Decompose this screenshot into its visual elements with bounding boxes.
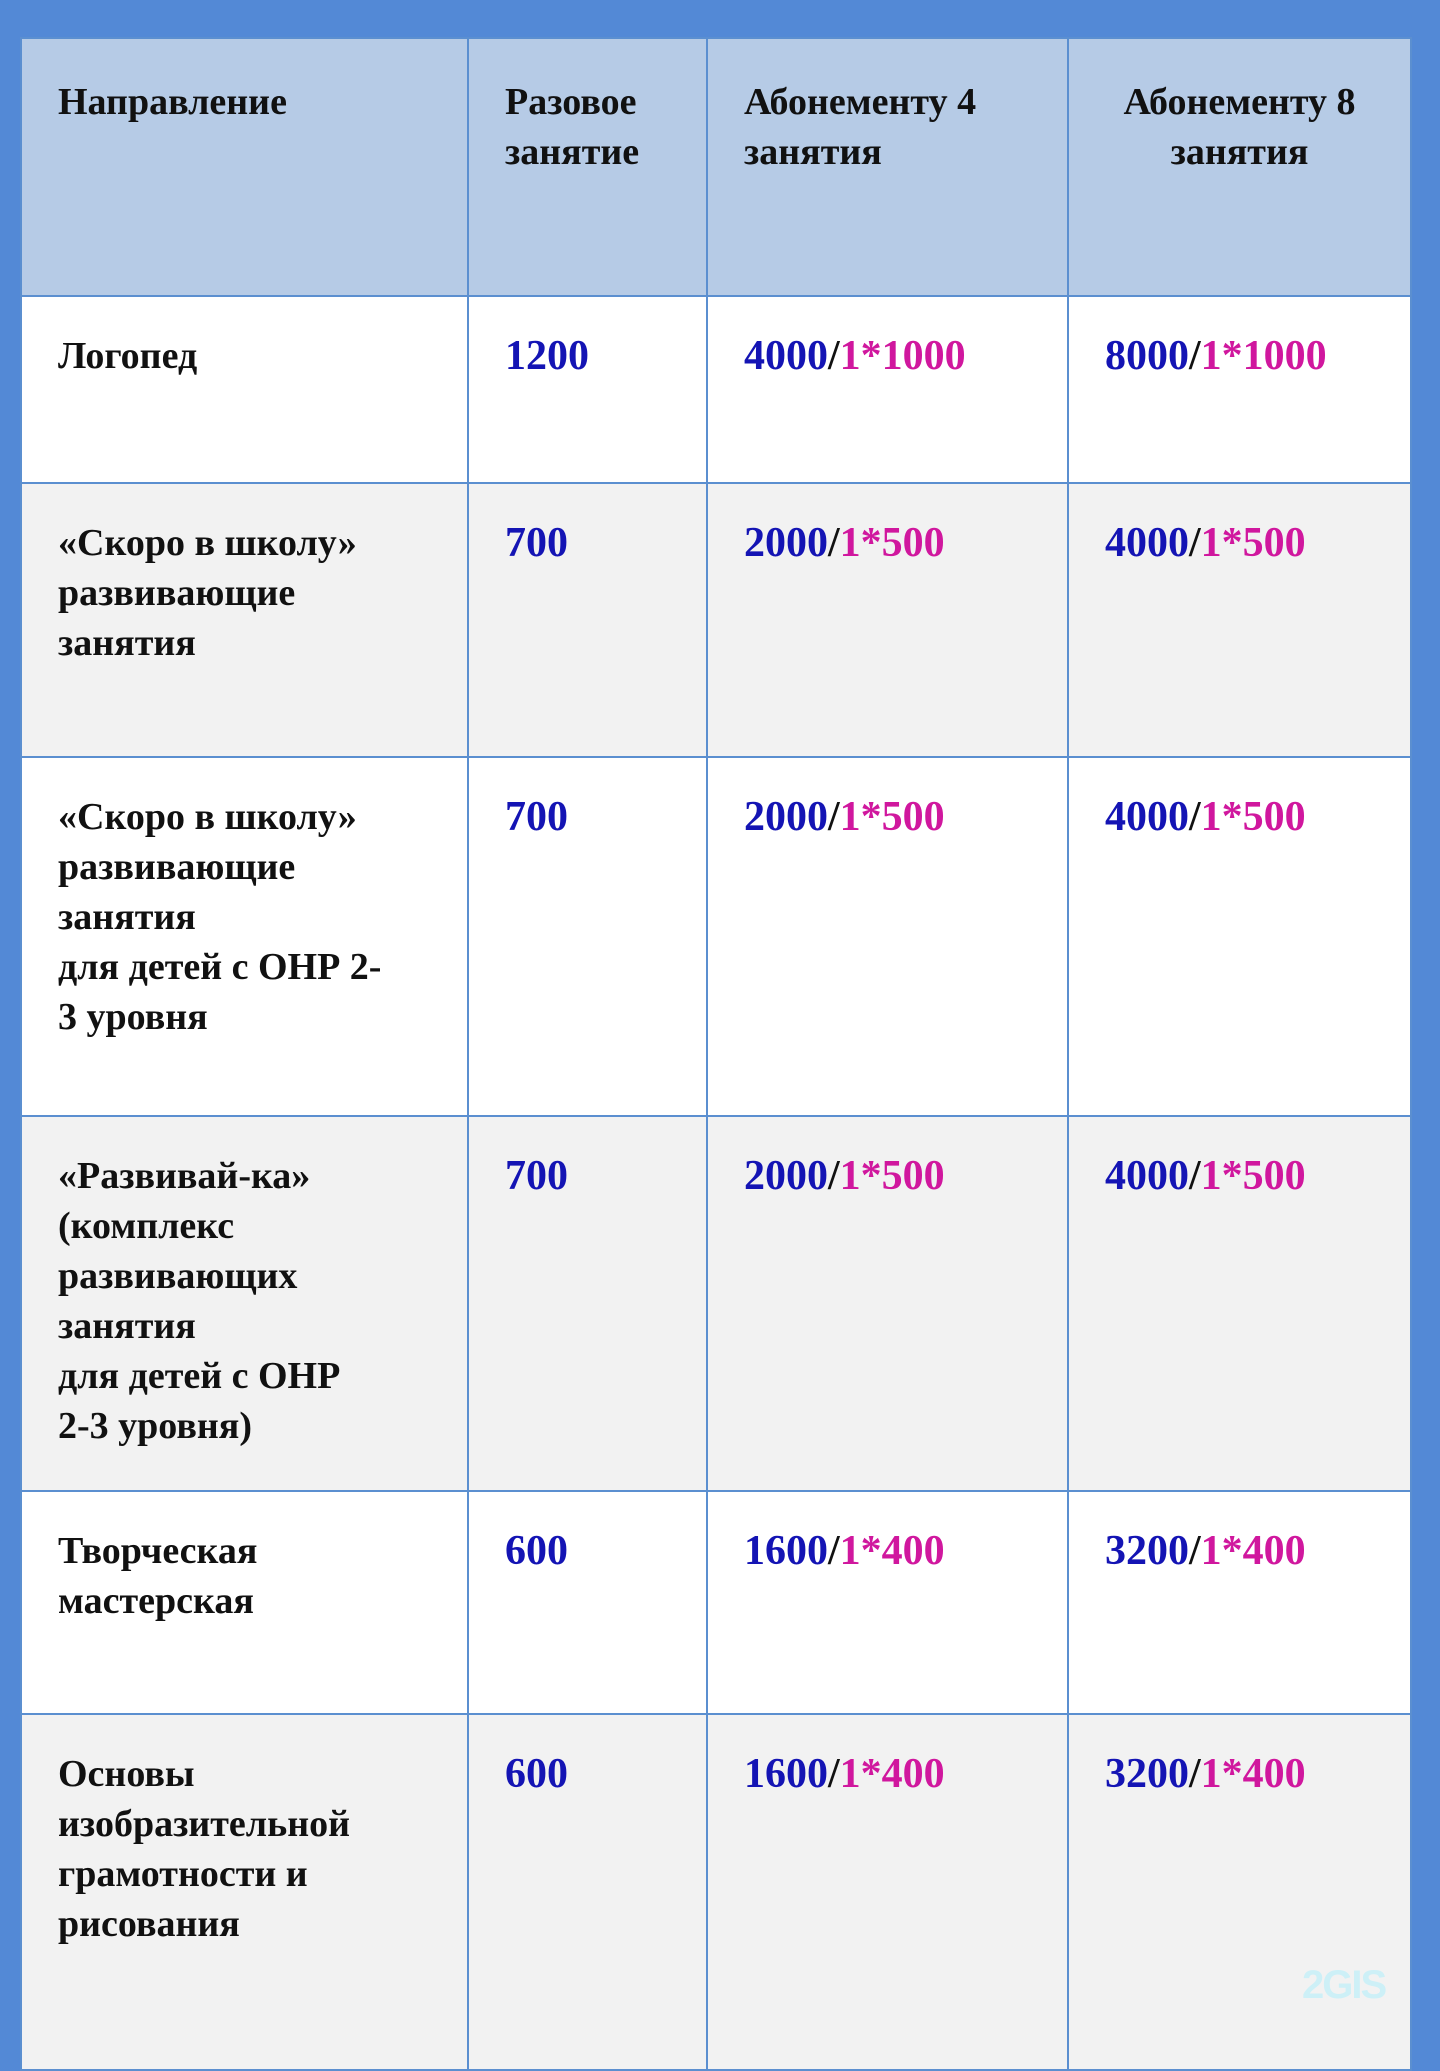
- sub4-cell: [707, 296, 1068, 483]
- sub8-cell: [1068, 757, 1411, 1116]
- per-lesson-price: 1*400: [839, 1528, 945, 1574]
- single-cell: [468, 483, 707, 757]
- subscription-price: 8000: [1105, 333, 1189, 379]
- separator: /: [828, 794, 840, 840]
- table-row: [21, 1491, 1411, 1714]
- direction-cell: «Скоро в школу» развивающие занятия для детей с ОНР 2- 3 уровня: [21, 757, 468, 1116]
- subscription-price: 4000: [1105, 520, 1189, 566]
- per-lesson-price: 1*500: [839, 1153, 945, 1199]
- per-lesson-price: 1*400: [1200, 1751, 1306, 1797]
- subscription-price: 1600: [744, 1751, 828, 1797]
- sub8-cell: [1068, 1491, 1411, 1714]
- separator: /: [1189, 520, 1201, 566]
- per-lesson-price: 1*400: [1200, 1528, 1306, 1574]
- sub4-cell: [707, 757, 1068, 1116]
- single-price: 1200: [505, 333, 589, 379]
- sub4-cell: [707, 483, 1068, 757]
- separator: /: [828, 1751, 840, 1797]
- single-price: 700: [505, 520, 568, 566]
- sub4-cell: [707, 1714, 1068, 2070]
- direction-cell: «Скоро в школу» развивающие занятия: [21, 483, 468, 757]
- table-row: [21, 296, 1411, 483]
- subscription-price: 4000: [744, 333, 828, 379]
- per-lesson-price: 1*500: [839, 794, 945, 840]
- subscription-price: 3200: [1105, 1751, 1189, 1797]
- per-lesson-price: 1*1000: [1200, 333, 1327, 379]
- sub4-cell: [707, 1491, 1068, 1714]
- table-row: [21, 757, 1411, 1116]
- single-price: 700: [505, 1153, 568, 1199]
- single-price: 600: [505, 1528, 568, 1574]
- single-cell: [468, 1491, 707, 1714]
- watermark-logo: 2GIS: [1302, 1963, 1386, 2007]
- sub8-cell: [1068, 1714, 1411, 2070]
- sub8-cell: [1068, 1116, 1411, 1491]
- per-lesson-price: 1*500: [1200, 520, 1306, 566]
- table-row: [21, 483, 1411, 757]
- subscription-price: 2000: [744, 1153, 828, 1199]
- separator: /: [1189, 1751, 1201, 1797]
- subscription-price: 4000: [1105, 1153, 1189, 1199]
- direction-cell: Основы изобразительной грамотности и рисования: [21, 1714, 468, 2070]
- subscription-price: 2000: [744, 520, 828, 566]
- table-row: [21, 1116, 1411, 1491]
- per-lesson-price: 1*1000: [839, 333, 966, 379]
- per-lesson-price: 1*400: [839, 1751, 945, 1797]
- separator: /: [828, 333, 840, 379]
- sub8-cell: [1068, 296, 1411, 483]
- separator: /: [1189, 333, 1201, 379]
- header-direction: Направление: [21, 38, 468, 296]
- separator: /: [828, 1528, 840, 1574]
- subscription-price: 1600: [744, 1528, 828, 1574]
- separator: /: [828, 1153, 840, 1199]
- per-lesson-price: 1*500: [1200, 794, 1306, 840]
- direction-cell: Логопед: [21, 296, 468, 483]
- subscription-price: 4000: [1105, 794, 1189, 840]
- header-sub8: Абонементу 8 занятия: [1068, 38, 1411, 296]
- header-row: [21, 38, 1411, 296]
- separator: /: [1189, 794, 1201, 840]
- single-cell: [468, 296, 707, 483]
- price-table: [20, 37, 1412, 2071]
- subscription-price: 2000: [744, 794, 828, 840]
- sub4-cell: [707, 1116, 1068, 1491]
- single-price: 600: [505, 1751, 568, 1797]
- direction-cell: «Развивай-ка» (комплекс развивающих занятия для детей с ОНР 2-3 уровня): [21, 1116, 468, 1491]
- per-lesson-price: 1*500: [839, 520, 945, 566]
- separator: /: [1189, 1528, 1201, 1574]
- table-row: [21, 1714, 1411, 2070]
- subscription-price: 3200: [1105, 1528, 1189, 1574]
- header-sub4: Абонементу 4 занятия: [707, 38, 1068, 296]
- direction-cell: Творческая мастерская: [21, 1491, 468, 1714]
- single-cell: [468, 757, 707, 1116]
- single-cell: [468, 1714, 707, 2070]
- single-cell: [468, 1116, 707, 1491]
- separator: /: [828, 520, 840, 566]
- single-price: 700: [505, 794, 568, 840]
- header-single: Разовое занятие: [468, 38, 707, 296]
- separator: /: [1189, 1153, 1201, 1199]
- sub8-cell: [1068, 483, 1411, 757]
- per-lesson-price: 1*500: [1200, 1153, 1306, 1199]
